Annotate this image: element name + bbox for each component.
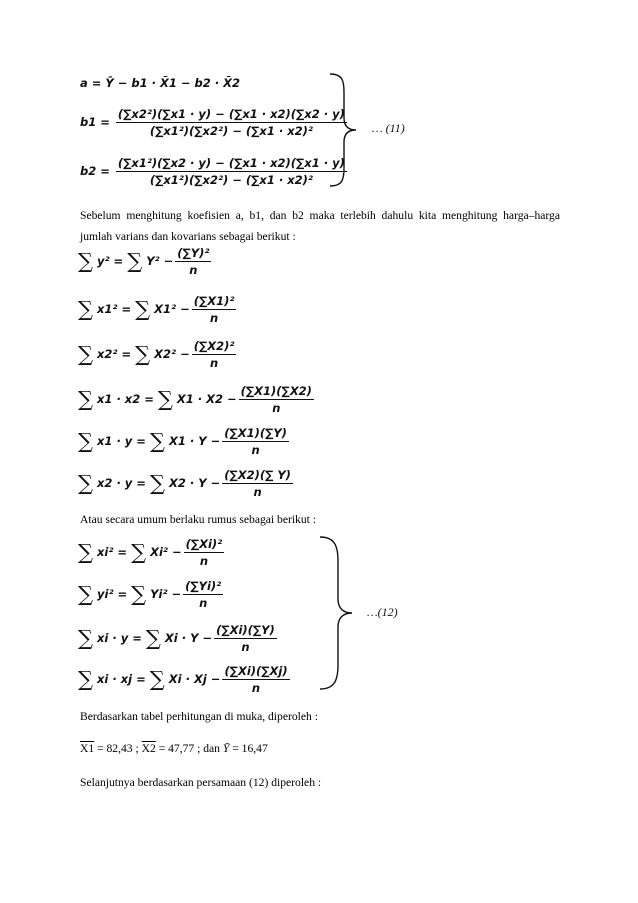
sigma-icon: ∑ xyxy=(78,626,93,650)
formula-rhs: X1 · X2 − xyxy=(176,392,237,406)
mean-x1-symbol: X1 xyxy=(80,742,95,755)
sigma-icon: ∑ xyxy=(149,471,165,495)
sigma-icon: ∑ xyxy=(78,667,93,691)
formula-lhs: x1² = xyxy=(97,302,132,316)
mean-x2-symbol: X2 xyxy=(141,742,156,755)
b1-denominator: (∑x1²)(∑x2²) − (∑x1 · x2)² xyxy=(149,124,313,138)
paragraph-general: Atau secara umum berlaku rumus sebagai berikut : xyxy=(80,513,316,526)
sigma-icon: ∑ xyxy=(127,249,143,273)
formula-row xyxy=(78,246,213,277)
sigma-icon: ∑ xyxy=(131,540,147,564)
formula-denominator: n xyxy=(253,485,262,499)
formula-row xyxy=(78,623,279,654)
sigma-icon: ∑ xyxy=(149,429,165,453)
formula-denominator: n xyxy=(241,640,250,654)
formula-numerator: (∑Yi)² xyxy=(185,579,222,593)
formula-lhs: xi² = xyxy=(97,545,128,559)
b2-denominator: (∑x1²)(∑x2²) − (∑x1 · x2)² xyxy=(149,173,313,187)
sigma-icon: ∑ xyxy=(135,342,151,366)
formula-rhs: X2² − xyxy=(154,347,190,361)
formula-numerator: (∑Xi)² xyxy=(185,537,223,551)
b1-numerator: (∑x2²)(∑x1 · y) − (∑x1 · x2)(∑x2 · y) xyxy=(117,107,345,121)
formula-row xyxy=(78,468,295,499)
formula-rhs: Xi² − xyxy=(150,545,182,559)
sigma-icon: ∑ xyxy=(78,249,93,273)
formula-denominator: n xyxy=(209,311,219,325)
formula-rhs: Yi² − xyxy=(150,587,182,601)
formula-rhs: X1 · Y − xyxy=(168,434,221,448)
formula-lhs: x2² = xyxy=(97,347,132,361)
sigma-icon: ∑ xyxy=(157,387,173,411)
sigma-icon: ∑ xyxy=(78,297,93,321)
sigma-icon: ∑ xyxy=(78,387,93,411)
formula-row xyxy=(78,426,291,457)
formula-numerator: (∑X1)(∑X2) xyxy=(240,384,312,398)
sigma-icon: ∑ xyxy=(78,429,93,453)
sigma-icon: ∑ xyxy=(149,667,165,691)
formula-numerator: (∑X1)(∑Y) xyxy=(224,426,287,440)
paragraph-results: Berdasarkan tabel perhitungan di muka, diperoleh : xyxy=(80,710,318,723)
formula-lhs: y² = xyxy=(97,254,124,268)
equation-label-12: …(12) xyxy=(367,605,398,619)
sigma-icon: ∑ xyxy=(78,540,93,564)
mean-x2-value: = 47,77 ; dan xyxy=(155,742,223,755)
sigma-icon: ∑ xyxy=(78,471,93,495)
formula-denominator: n xyxy=(209,356,219,370)
formula-denominator: n xyxy=(272,401,281,415)
formula-row xyxy=(78,579,225,610)
formula-numerator: (∑Y)² xyxy=(177,246,210,260)
formula-rhs: X1² − xyxy=(154,302,190,316)
formula-row xyxy=(78,537,226,568)
formula-denominator: n xyxy=(199,554,208,568)
formula-lhs: x1 · y = xyxy=(97,434,146,448)
formula-lhs: x1 · x2 = xyxy=(97,392,154,406)
paragraph-next: Selanjutnya berdasarkan persamaan (12) diperoleh : xyxy=(80,776,322,789)
formula-lhs: xi · y = xyxy=(97,631,142,645)
formula-numerator: (∑X2)² xyxy=(193,339,235,353)
formula-denominator: n xyxy=(251,443,260,457)
formula-rhs: Y² − xyxy=(146,254,174,268)
formula-numerator: (∑Xi)(∑Xj) xyxy=(224,664,288,678)
formula-row xyxy=(78,339,238,370)
formula-denominator: n xyxy=(189,263,198,277)
formula-b2: b2 = $\frac{\text{(∑x1²)(∑x2 · y) − (∑x1 · x2)(∑x1 · y)}}{\text{(∑x1²)(∑x2²) − (∑x1 · x2)²}}$ xyxy=(80,156,345,187)
mean-y-symbol: Ȳ xyxy=(222,742,230,755)
formula-numerator: (∑X2)(∑ Y) xyxy=(224,468,291,482)
sigma-icon: ∑ xyxy=(78,582,93,606)
sigma-icon: ∑ xyxy=(131,582,147,606)
formula-rhs: X2 · Y − xyxy=(168,476,221,490)
equation-label-11: … (11) xyxy=(372,121,405,135)
mean-x1-value: = 82,43 ; xyxy=(94,742,142,755)
formula-lhs: yi² = xyxy=(97,587,128,601)
formula-denominator: n xyxy=(199,596,208,610)
sigma-icon: ∑ xyxy=(135,297,151,321)
sigma-icon: ∑ xyxy=(78,342,93,366)
formula-a: a = Ȳ − b1 · X̄1 − b2 · X̄2 xyxy=(80,76,240,90)
brace-11-icon xyxy=(328,72,358,188)
formula-rhs: Xi · Xj − xyxy=(168,672,221,686)
formula-numerator: (∑Xi)(∑Y) xyxy=(216,623,275,637)
b2-numerator: (∑x1²)(∑x2 · y) − (∑x1 · x2)(∑x1 · y) xyxy=(117,156,345,170)
formula-numerator: (∑X1)² xyxy=(193,294,235,308)
brace-12-icon xyxy=(318,535,354,691)
means-line xyxy=(80,738,268,759)
sigma-icon: ∑ xyxy=(145,626,161,650)
formula-row xyxy=(78,664,292,695)
formula-lhs: x2 · y = xyxy=(97,476,146,490)
formula-row xyxy=(78,294,238,325)
mean-y-value: = 16,47 xyxy=(229,742,268,755)
formula-denominator: n xyxy=(251,681,261,695)
formula-b1: b1 = $\frac{\text{(∑x2²)(∑x1 · y) − (∑x1 · x2)(∑x2 · y)}}{\text{(∑x1²)(∑x2²) − (∑x1 · x2)²}}$ xyxy=(80,107,345,138)
formula-lhs: xi · xj = xyxy=(97,672,146,686)
formula-rhs: Xi · Y − xyxy=(164,631,213,645)
paragraph-intro: Sebelum menghitung koefisien a, b1, dan b2 maka terlebih dahulu kita menghitung harga–harga jumlah varians dan kovarians sebagai berikut : xyxy=(80,209,560,243)
formula-row xyxy=(78,384,316,415)
